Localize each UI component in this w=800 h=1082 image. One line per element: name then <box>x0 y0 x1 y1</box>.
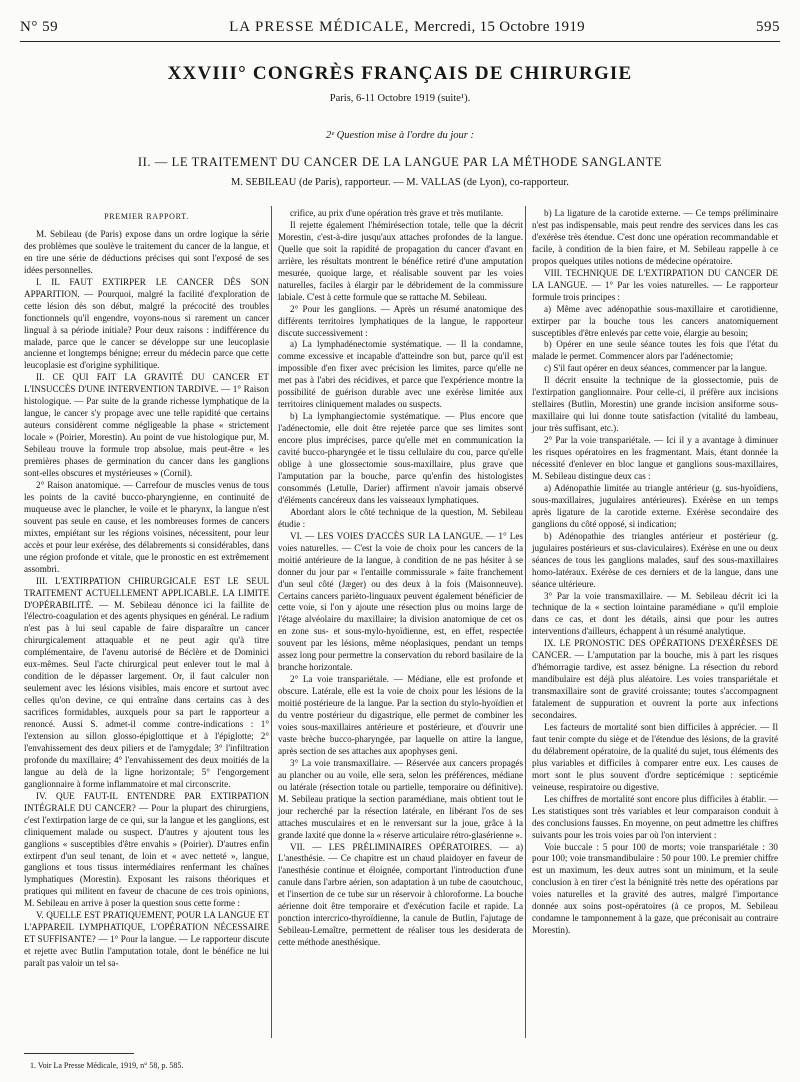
rapporteurs-line: M. SEBILEAU (de Paris), rapporteur. — M. VALLAS (de Lyon), co-rapporteur. <box>231 177 569 188</box>
paragraph: 2° Pour les ganglions. — Après un résumé anatomique des différents territoires lymphatiques de la langue, le rapporteur discute successivement : <box>278 303 523 338</box>
column-rule <box>525 206 526 1038</box>
paragraph: b) Opérer en une seule séance toutes les fois que l'état du malade le permet. Commencer alors par l'adénectomie; <box>532 339 778 362</box>
paragraph: M. Sebileau (de Paris) expose dans un ordre logique la série des problèmes que soulève le traitement du cancer de la langue, et en tire une série de déductions précises qui sont l'exposé de ses idées personnelles. <box>24 228 269 275</box>
issue-number: N° 59 <box>20 19 59 35</box>
text-column-1 <box>24 208 269 970</box>
article-title: XXVIII° CONGRÈS FRANÇAIS DE CHIRURGIE <box>167 63 633 84</box>
column-rule <box>271 206 272 1038</box>
paragraph: 3° La voie transmaxillaire. — Réservée aux cancers propagés au plancher ou au voile, elle sera, selon les préférences, médiane ou latérale (résection totale ou partielle, temporaire ou définitive). M. Sebileau pratique la section paramédiane, mais obtient tout le jour recherché par la résection latérale, en libérant l'os de ses attaches musculaires et en le renversant sur la joue, grâce à la grande laxité que donne la « réserve articulaire rétro-glasérienne ». <box>278 757 523 840</box>
paragraph: a) Même avec adénopathie sous-maxillaire et carotidienne, extirper par la bouche tous les cancers anatomiquement susceptibles d'être enlevés par cette voie, élargie au besoin; <box>532 303 778 338</box>
paragraph: Abordant alors le côté technique de la question, M. Sebileau étudie : <box>278 506 523 529</box>
paragraph: Il décrit ensuite la technique de la glossectomie, puis de l'extirpation ganglionnaire. Pour celle-ci, il préfère aux incisions stellaires (Butlin, Morestin) une grande incision ansiforme sous-maxillaire qui lui donne toute satisfaction (vitalité du lambeau, jour très suffisant, etc.). <box>532 375 778 434</box>
paragraph: b) La lymphangiectomie systématique. — Plus encore que l'adénectomie, elle doit être rejetée parce que ses limites sont encore plus imprécises, parce qu'elle met en communication la cavité bucco-pharyngée et le tissu cellulaire du cou, parce qu'elle oblige à une glossectomie sous-maxillaire, plus grave que l'amputation par la bouche, parce qu'enfin des histologistes consommés (Letulle, Darier) affirment n'avoir jamais observé d'éléments cancéreux dans les vaisseaux lymphatiques. <box>278 411 523 505</box>
paragraph: Les facteurs de mortalité sont bien difficiles à apprécier. — Il faut tenir compte du siège et de l'étendue des lésions, de la gravité du délabrement opératoire, de la qualité du sujet, tous éléments des plus variables et difficiles à comparer entre eux. Les causes de mort sont le plus souvent d'ordre septicémique : septicémie veineuse, respiratoire ou digestive. <box>532 721 778 792</box>
paragraph: Les chiffres de mortalité sont encore plus difficiles à établir. — Les statistiques sont très variables et leur comparaison conduit à des conclusions fausses. En moyenne, on peut admettre les chiffres suivants pour les trois voies par où l'on intervient : <box>532 793 778 840</box>
paragraph: II. CE QUI FAIT LA GRAVITÉ DU CANCER ET L'INSUCCÈS D'UNE INTERVENTION TARDIVE. — 1° Raison histologique. — Par suite de la grande richesse lymphatique de la langue, le cancer s'y propage avec une telle rapidité que certains auteurs considèrent comme négligeable la phase « strictement locale » (Poirier, Morestin). Au point de vue histologique pur, M. Sebileau trouve la formule trop absolue, mais peut-être « les premières phases de germination du cancer dans les ganglions sont-elles obscures et mystérieuses » (Cornil). <box>24 372 269 479</box>
paragraph: VIII. TECHNIQUE DE L'EXTIRPATION DU CANCER DE LA LANGUE. — 1° Par les voies naturelles. — Le rapporteur formule trois principes : <box>532 267 778 302</box>
paragraph: 2° Par la voie transpariétale. — Ici il y a avantage à diminuer les risques opératoires en les fragmentant. Mais, étant donnée la nécessité d'enlever en bloc langue et ganglions sous-maxillaires, M. Sebileau distingue deux cas : <box>532 435 778 481</box>
paragraph: 2° Raison anatomique. — Carrefour de muscles venus de tous les points de la cavité bucco-pharyngienne, en continuité de muqueuse avec le plancher, le voile et le pharynx, la langue n'est souvent pas seule en cause, et les nombreuses formes de cancers mixtes, empiétant sur les régions voisines, nécessitent, pour leur accès et pour leur exérèse, des délabrements si considérables, dans une région profonde et vitale, que le pronostic en est extrêmement assombri. <box>24 479 269 574</box>
text-column-3 <box>532 208 778 937</box>
footnote: 1. Voir La Presse Médicale, 1919, n° 58, p. 585. <box>30 1061 184 1070</box>
paragraph: III. L'EXTIRPATION CHIRURGICALE EST LE SEUL TRAITEMENT ACTUELLEMENT APPLICABLE. LA LIMITE D'OPÉRABILITÉ. — M. Sebileau dénonce ici la faillite de l'électro-coagulation et des agents physiques en général. Le radium n'est pas à lui seul capable de faire disparaître un cancer chirurgicalement attaquable et ne peut agir qu'à titre complémentaire, de l'avenu autorisé de Béclère et de Dominici eux-mêmes. Seul l'acte chirurgical peut enlever tout le mal à condition de le dépasser largement. Or, il faut calculer non seulement avec les lésions visibles, mais encore et surtout avec celles qu'on devine, ce qui entraîne dans certains cas à des sacrifices formidables, auxquels pour sa part le rapporteur a renoncé. Aussi S. admet-il comme contre-indications : 1° l'extension au sillon glosso-épiglottique et à l'épiglotte; 2° l'envahissement des deux piliers et de l'amygdale; 3° l'infiltration profonde du maxillaire; 4° l'envahissement des deux moitiés de la langue au delà de la ligne horizontale; 5° l'engorgement ganglionnaire à forme inflammatoire et mal circonscrite. <box>24 575 269 789</box>
journal-name: LA PRESSE MÉDICALE <box>229 19 405 35</box>
paragraph: Voie buccale : 5 pour 100 de morts; voie transpariétale : 30 pour 100; voie transmandibulaire : 50 pour 100. Le premier chiffre est un maximum, les deux autres sont un minimum, et la seule conclusion à en tirer c'est la bénignité très nette des opérations par voies naturelles et la gravité des autres, malgré l'importance donnée aux soins post-opératoires (à ce propos, M. Sebileau condamne le tamponnement à la gaze, que préconisait au contraire Morestin). <box>532 841 778 936</box>
text-column-2 <box>278 208 523 949</box>
paragraph: VI. — LES VOIES D'ACCÈS SUR LA LANGUE. — 1° Les voies naturelles. — C'est la voie de choix pour les cancers de la moitié antérieure de la langue, à condition de ne pas hésiter à se donner du jour par « l'entaille commissurale » faite franchement d'un seul côté (Jæger) ou des deux à la fois (Maisonneuve). Certains cancers parièto-linguaux peuvent également bénéficier de cette voie, si l'on y ajoute une résection plus ou moins large de l'étage alvéolaire du maxillaire; la division anatomique de cet os en zone sus- et sous-mylo-hyoïdienne, est, en effet, respectée souvent par les lésions, même néoplasiques, pendant un temps assez long pour permettre la conservation du rebord basilaire de la branche horizontale. <box>278 530 523 673</box>
paragraph: 2° La voie transpariétale. — Médiane, elle est profonde et obscure. Latérale, elle est la voie de choix pour les lésions de la moitié postérieure de la langue. Par la section du stylo-hyoïdien et du ventre postérieur du digastrique, elle permet de combiner les voies sous-maxillaires antérieure et postérieure, et d'ouvrir une vaste brèche bucco-pharyngée, par laquelle on attire la langue, après section de ses attaches aux apophyses geni. <box>278 674 523 756</box>
paragraph: b) Adénopathie des triangles antérieur et postérieur (g. jugulaires postérieurs et sus-claviculaires). Exérèse en une ou deux séances de tous les ganglions malades, sauf des sous-maxillaires homo-latéraux. Exérèse de ces derniers et de la langue, dans une séance ultérieure. <box>532 530 778 589</box>
section-title: II. — LE TRAITEMENT DU CANCER DE LA LANGUE PAR LA MÉTHODE SANGLANTE <box>137 155 663 169</box>
footnote-rule <box>24 1053 134 1054</box>
article-subtitle: Paris, 6-11 Octobre 1919 (suite¹). <box>329 93 471 104</box>
paragraph: a) Adénopathie limitée au triangle antérieur (g. sus-hyoïdiens, sous-maxillaires, jugulaires antérieures). Exérèse en un temps après ligature de la carotide externe. Exérèse secondaire des ganglions du côté opposé, si indication; <box>532 482 778 529</box>
paragraph: IV. QUE FAUT-IL ENTENDRE PAR EXTIRPATION INTÉGRALE DU CANCER? — Pour la plupart des chirurgiens, c'est l'extirpation large de ce qui, sur la langue et les ganglions, est cliniquement malade ou suspect. D'autres y ajoutent tous les ganglions « susceptibles d'être envahis » (Poirier). D'autres enfin extirpent d'un seul tenant, de loin et « avec netteté », langue, ganglions et tous tissus intermédiaires renfermant les chaînes lymphatiques (Morestin). Exposant les raisons théoriques et pratiques qui militent en faveur de chacune de ces trois opinions, M. Sebileau en arrive à poser la question sous cette forme : <box>24 790 269 909</box>
paragraph: a) La lymphadénectomie systématique. — Il la condamne, comme excessive et incapable d'atteindre son but, parce qu'il est impossible d'en fixer avec précision les limites, parce qu'elle ne met pas à l'abri des récidives, et parce que l'expérience montre la possibilité de guérison durable avec une exérèse limitée aux territoires cliniquement malades ou suspects. <box>278 339 523 410</box>
paragraph: b) La ligature de la carotide externe. — Ce temps préliminaire n'est pas indispensable, mais peut rendre des services dans les cas d'exérèse très étendue. C'est donc une opération recommandable et facile, à condition de la bien faire, et M. Sebileau rappelle à ce propos quelques utiles notions de médecine opératoire. <box>532 208 778 266</box>
issue-date: Mercredi, 15 Octobre 1919 <box>414 19 585 35</box>
paragraph: IX. LE PRONOSTIC DES OPÉRATIONS D'EXÉRÈSES DE CANCER. — L'amputation par la bouche, mis à part les risques d'hémorragie tardive, est assez bénigne. La résection du rebord mandibulaire est déjà plus aléatoire. Les voies transpariétale et transmaxillaire sont de gravité croissante; toutes s'accompagnent fatalement de suppuration et ouvrent la porte aux infections secondaires. <box>532 638 778 721</box>
journal-name-date: LA PRESSE MÉDICALE, Mercredi, 15 Octobre 1919 <box>229 19 585 35</box>
paragraph: crifice, au prix d'une opération très grave et très mutilante. <box>290 208 504 218</box>
question-heading: 2ᵉ Question mise à l'ordre du jour : <box>325 130 474 141</box>
report-heading: PREMIER RAPPORT. <box>104 212 189 221</box>
paragraph: 3° Par la voie transmaxillaire. — M. Sebileau décrit ici la technique de la « section lointaine paramédiane » qu'il emploie dans ce cas, et dont les détails, ainsi que pour les autres interventions d'ailleurs, échappent à un résumé analytique. <box>532 590 778 637</box>
paragraph: c) S'il faut opérer en deux séances, commencer par la langue. <box>544 363 768 374</box>
paragraph: V. QUELLE EST PRATIQUEMENT, POUR LA LANGUE ET L'APPAREIL LYMPHATIQUE, L'OPÉRATION NÉCESSAIRE ET SUFFISANTE? — 1° Pour la langue. — Le rapporteur discute et rejette avec Butlin l'amputation totale, dont le bénéfice ne lui paraît pas valoir un tel sa- <box>24 910 269 969</box>
page-number: 595 <box>755 19 780 35</box>
paragraph: I. IL FAUT EXTIRPER LE CANCER DÈS SON APPARITION. — Pourquoi, malgré la facilité d'exploration de cette lésion dès son début, malgré la précocité des troubles fonctionnels qu'il engendre, voyons-nous si rarement un cancer lingual à sa période initiale? Pour deux raisons : indifférence du malade, parce que le cancer se développe sur une leucoplasie ancienne et longtemps bénigne; erreur du médecin parce que cette leucoplasie est d'origine syphilitique. <box>24 276 269 371</box>
paragraph: Il rejette également l'hémirésection totale, telle que la décrit Morestin, c'est-à-dire jusqu'aux attaches profondes de la langue. Quelle que soit la rapidité de propagation du cancer d'avant en arrière, les résultats montrent le bénéfice retiré d'une amputation mesurée, quoique large, et réalisable souvent par les voies naturelles, faciles à élargir par le débridement de la commissure labiale. C'est à cette formule que se rattache M. Sebileau. <box>278 219 523 302</box>
paragraph: VII. — LES PRÉLIMINAIRES OPÉRATOIRES. — a) L'anesthésie. — Ce chapitre est un chaud plaidoyer en faveur de l'anesthésie continue et éloignée, comportant l'introduction d'une canule dans l'arbre aérien, son adaptation à un tube de caoutchouc, et l'insertion de ce tube sur un réservoir à chloroforme. La bouche aérienne doit être temporaire et d'exécution facile et rapide. La ponction intercrico-thyroïdienne, la canule de Butlin, l'ajutage de Sebileau-Lemaître, permettent de réaliser tous les desiderata de cette méthode anesthésique. <box>278 841 523 948</box>
running-header <box>20 19 780 42</box>
